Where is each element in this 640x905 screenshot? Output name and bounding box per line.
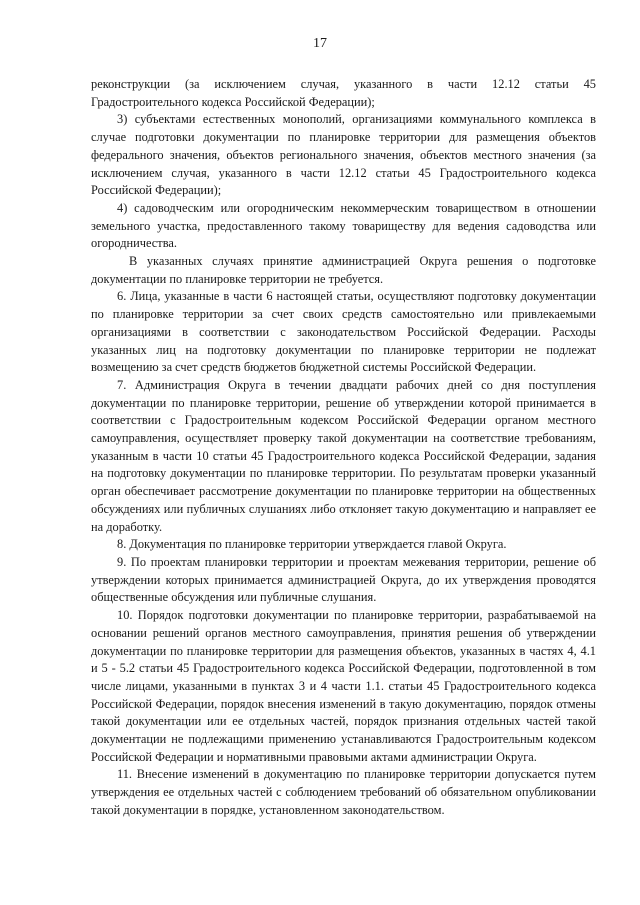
paragraph-continuation: реконструкции (за исключением случая, указанного в части 12.12 статьи 45 Градостроительного кодекса Российской Федерации); [91,77,596,109]
paragraph-11: 11. Внесение изменений в документацию по планировке территории допускается путем утверждения ее отдельных частей с соблюдением требований об обязательном опубликовании такой документации в порядке, установленном законодательством. [91,767,596,817]
paragraph-7: 7. Администрация Округа в течении двадцати рабочих дней со дня поступления документации по планировке территории, решение об утверждении которой принимается в соответствии с Градостроительным кодексом Российской Федерации органом местного самоуправления, осуществляет проверку такой документации на соответствие требованиям, указанным в части 10 статьи 45 Градостроительного кодекса Российской Федерации, задания на подготовку документации по планировке территории. По результатам проверки указанный орган обеспечивает рассмотрение документации по планировке территории на общественных обсуждениях или публичных слушаниях либо отклоняет такую документацию и направляет ее на доработку. [91,377,596,534]
paragraph-note: В указанных случаях принятие администрацией Округа решения о подготовке документации по планировке территории не требуется. [91,254,596,286]
document-body [91,76,596,820]
paragraph-9: 9. По проектам планировки территории и проектам межевания территории, решение об утверждении которых принимается администрацией Округа, до их утверждения проводятся общественные обсуждения или публичные слушания. [91,554,596,605]
paragraph-item-3: 3) субъектами естественных монополий, организациями коммунального комплекса в случае подготовки документации по планировке территории для размещения объектов федерального значения, объектов регионального значения, объектов местного значения (за исключением случая, указанного в части 12.12 статьи 45 Градостроительного кодекса Российской Федерации); [91,112,596,198]
paragraph-6: 6. Лица, указанные в части 6 настоящей статьи, осуществляют подготовку документации по планировке территории за счет своих средств самостоятельно или привлекаемыми организациями в соответствии с законодательством Российской Федерации. Расходы указанных лиц на подготовку документации по планировке территории не подлежат возмещению за счет средств бюджетов бюджетной системы Российской Федерации. [91,289,596,375]
paragraph-10: 10. Порядок подготовки документации по планировке территории, разрабатываемой на основании решений органов местного самоуправления, принятия решения об утверждении документации по планировке территории для размещения объектов, указанных в частях 4, 4.1 и 5 - 5.2 статьи 45 Градостроительного кодекса Российской Федерации, подготовленной в том числе лицами, указанными в пунктах 3 и 4 части 1.1. статьи 45 Градостроительного кодекса Российской Федерации, порядок внесения изменений в такую документацию, порядок отмены такой документации или ее отдельных частей, порядок признания отдельных частей такой документации не подлежащими применению устанавливаются Градостроительным кодексом Российской Федерации и нормативными правовыми актами администрации Округа. [91,608,596,764]
page-number: 17 [313,36,327,51]
paragraph-item-4: 4) садоводческим или огородническим некоммерческим товариществом в отношении земельного участка, предоставленного такому товариществу для ведения садоводства или огородничества. [91,200,596,251]
paragraph-8: 8. Документация по планировке территории утверждается главой Округа. [117,537,507,552]
